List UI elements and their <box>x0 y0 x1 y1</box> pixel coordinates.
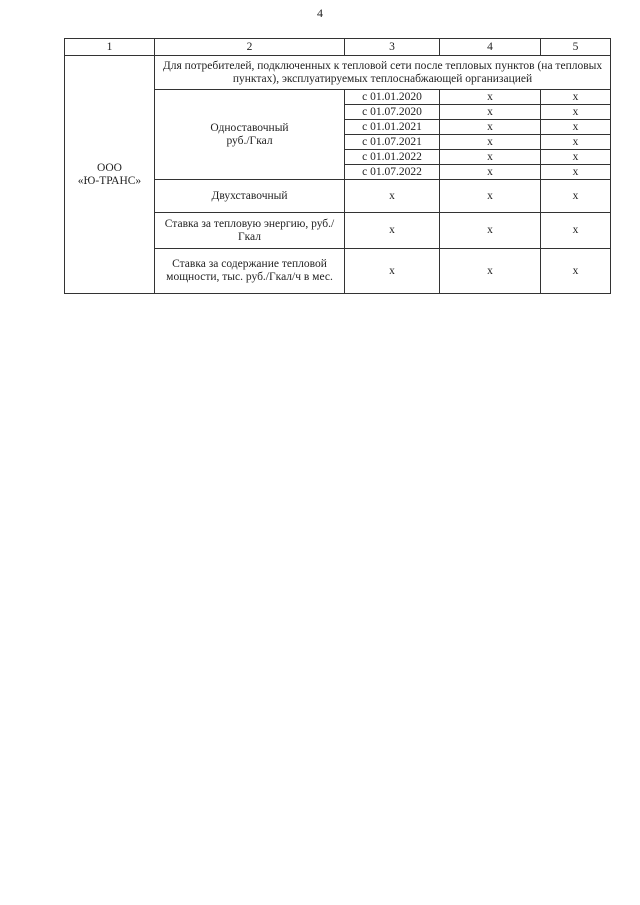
single-rate-label-line-2: руб./Гкал <box>226 134 273 147</box>
period-col5: х <box>541 165 611 180</box>
header-cell-3: 3 <box>345 39 440 56</box>
period-col5: х <box>541 135 611 150</box>
period-date: с 01.01.2020 <box>345 90 440 105</box>
energy-rate-col3: х <box>345 213 440 249</box>
period-date: с 01.07.2022 <box>345 165 440 180</box>
header-cell-1: 1 <box>65 39 155 56</box>
period-col4: х <box>440 150 541 165</box>
power-rate-col3: х <box>345 249 440 294</box>
period-col4: х <box>440 165 541 180</box>
header-cell-4: 4 <box>440 39 541 56</box>
period-col5: х <box>541 150 611 165</box>
energy-rate-col5: х <box>541 213 611 249</box>
period-col4: х <box>440 135 541 150</box>
section-title: Для потребителей, подключенных к тепловой сети после тепловых пунктов (на тепловых пунктах), эксплуатируемых теплоснабжающей организацией <box>155 56 611 90</box>
power-rate-col4: х <box>440 249 541 294</box>
power-rate-col5: х <box>541 249 611 294</box>
page-number: 4 <box>317 6 323 20</box>
organization-line-2: «Ю-ТРАНС» <box>77 174 142 187</box>
tariff-table <box>64 38 611 294</box>
period-col4: х <box>440 120 541 135</box>
section-row <box>65 56 611 90</box>
two-rate-label: Двухставочный <box>155 180 345 213</box>
power-rate-label: Ставка за содержание тепловой мощности, тыс. руб./Гкал/ч в мес. <box>155 249 345 294</box>
period-date: с 01.01.2021 <box>345 120 440 135</box>
header-cell-5: 5 <box>541 39 611 56</box>
period-col5: х <box>541 120 611 135</box>
period-date: с 01.07.2021 <box>345 135 440 150</box>
single-rate-label <box>155 90 345 180</box>
period-col4: х <box>440 90 541 105</box>
two-rate-col5: х <box>541 180 611 213</box>
period-col5: х <box>541 105 611 120</box>
header-cell-2: 2 <box>155 39 345 56</box>
period-date: с 01.07.2020 <box>345 105 440 120</box>
two-rate-col3: х <box>345 180 440 213</box>
organization-cell <box>65 56 155 294</box>
header-row <box>65 39 611 56</box>
energy-rate-label: Ставка за тепловую энергию, руб./Гкал <box>155 213 345 249</box>
period-col5: х <box>541 90 611 105</box>
period-col4: х <box>440 105 541 120</box>
energy-rate-col4: х <box>440 213 541 249</box>
period-date: с 01.01.2022 <box>345 150 440 165</box>
single-rate-label-line-1: Одноставочный <box>210 121 289 134</box>
organization-line-1: ООО <box>97 161 122 174</box>
two-rate-col4: х <box>440 180 541 213</box>
